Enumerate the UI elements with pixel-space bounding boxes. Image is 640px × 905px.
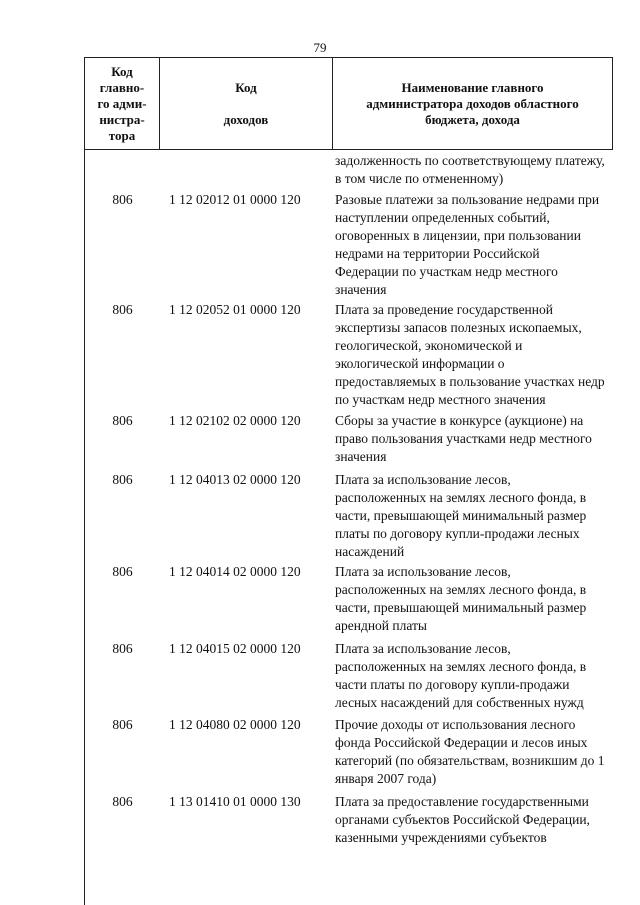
admin-code: 806 — [112, 413, 133, 428]
revenue-name: Плата за использование лесов, расположенных на землях лесного фонда, в части, превышающей минимальный размер арендной платы — [335, 564, 587, 633]
admin-code: 806 — [112, 472, 133, 487]
table-body — [84, 150, 614, 905]
revenue-code: 1 12 04080 02 0000 120 — [169, 717, 301, 732]
revenue-code: 1 12 02052 01 0000 120 — [169, 302, 301, 317]
revenue-code: 1 12 04013 02 0000 120 — [169, 472, 301, 487]
admin-code: 806 — [112, 302, 133, 317]
revenue-name: Прочие доходы от использования лесного фонда Российской Федерации и лесов иных категорий (по обязательствам, возникшим до 1 января 2007 года) — [335, 717, 605, 786]
continuation-text: задолженность по соответствующему платежу, в том числе по отмененному) — [335, 153, 605, 186]
admin-code: 806 — [112, 641, 133, 656]
revenue-name: Плата за использование лесов, расположенных на землях лесного фонда, в части платы по договору купли-продажи лесных насаждений для собственных нужд — [335, 641, 587, 710]
header-revenue-code: Код доходов — [160, 58, 333, 149]
admin-code: 806 — [112, 192, 133, 207]
header-admin-code: Код главно- го адми- нистра- тора — [85, 58, 160, 149]
revenue-code: 1 12 02012 01 0000 120 — [169, 192, 301, 207]
admin-code: 806 — [112, 564, 133, 579]
revenue-code: 1 12 04015 02 0000 120 — [169, 641, 301, 656]
revenue-name: Разовые платежи за пользование недрами при наступлении определенных событий, оговоренных в лицензии, при пользовании недрами на территории Российской Федерации по участкам недр местного значения — [335, 192, 600, 297]
admin-code: 806 — [112, 717, 133, 732]
page-number: 79 — [313, 40, 327, 55]
revenue-name: Сборы за участие в конкурсе (аукционе) на право пользования участками недр местного значения — [335, 413, 592, 464]
revenue-name: Плата за проведение государственной экспертизы запасов полезных ископаемых, геологической, экономической и экологической информации о предоставляемых в пользование участках недр по участкам недр местного значения — [335, 302, 605, 407]
header-administrator-name: Наименование главного администратора доходов областного бюджета, дохода — [366, 79, 579, 127]
revenue-code: 1 12 02102 02 0000 120 — [169, 413, 301, 428]
revenue-name: Плата за предоставление государственными органами субъектов Российской Федерации, казенными учреждениями субъектов — [335, 794, 590, 845]
admin-code: 806 — [112, 794, 133, 809]
revenue-code: 1 13 01410 01 0000 130 — [169, 794, 301, 809]
revenue-code: 1 12 04014 02 0000 120 — [169, 564, 301, 579]
revenue-name: Плата за использование лесов, расположенных на землях лесного фонда, в части, превышающей минимальный размер платы по договору купли-продажи лесных насаждений — [335, 472, 587, 559]
table-header — [84, 57, 613, 150]
